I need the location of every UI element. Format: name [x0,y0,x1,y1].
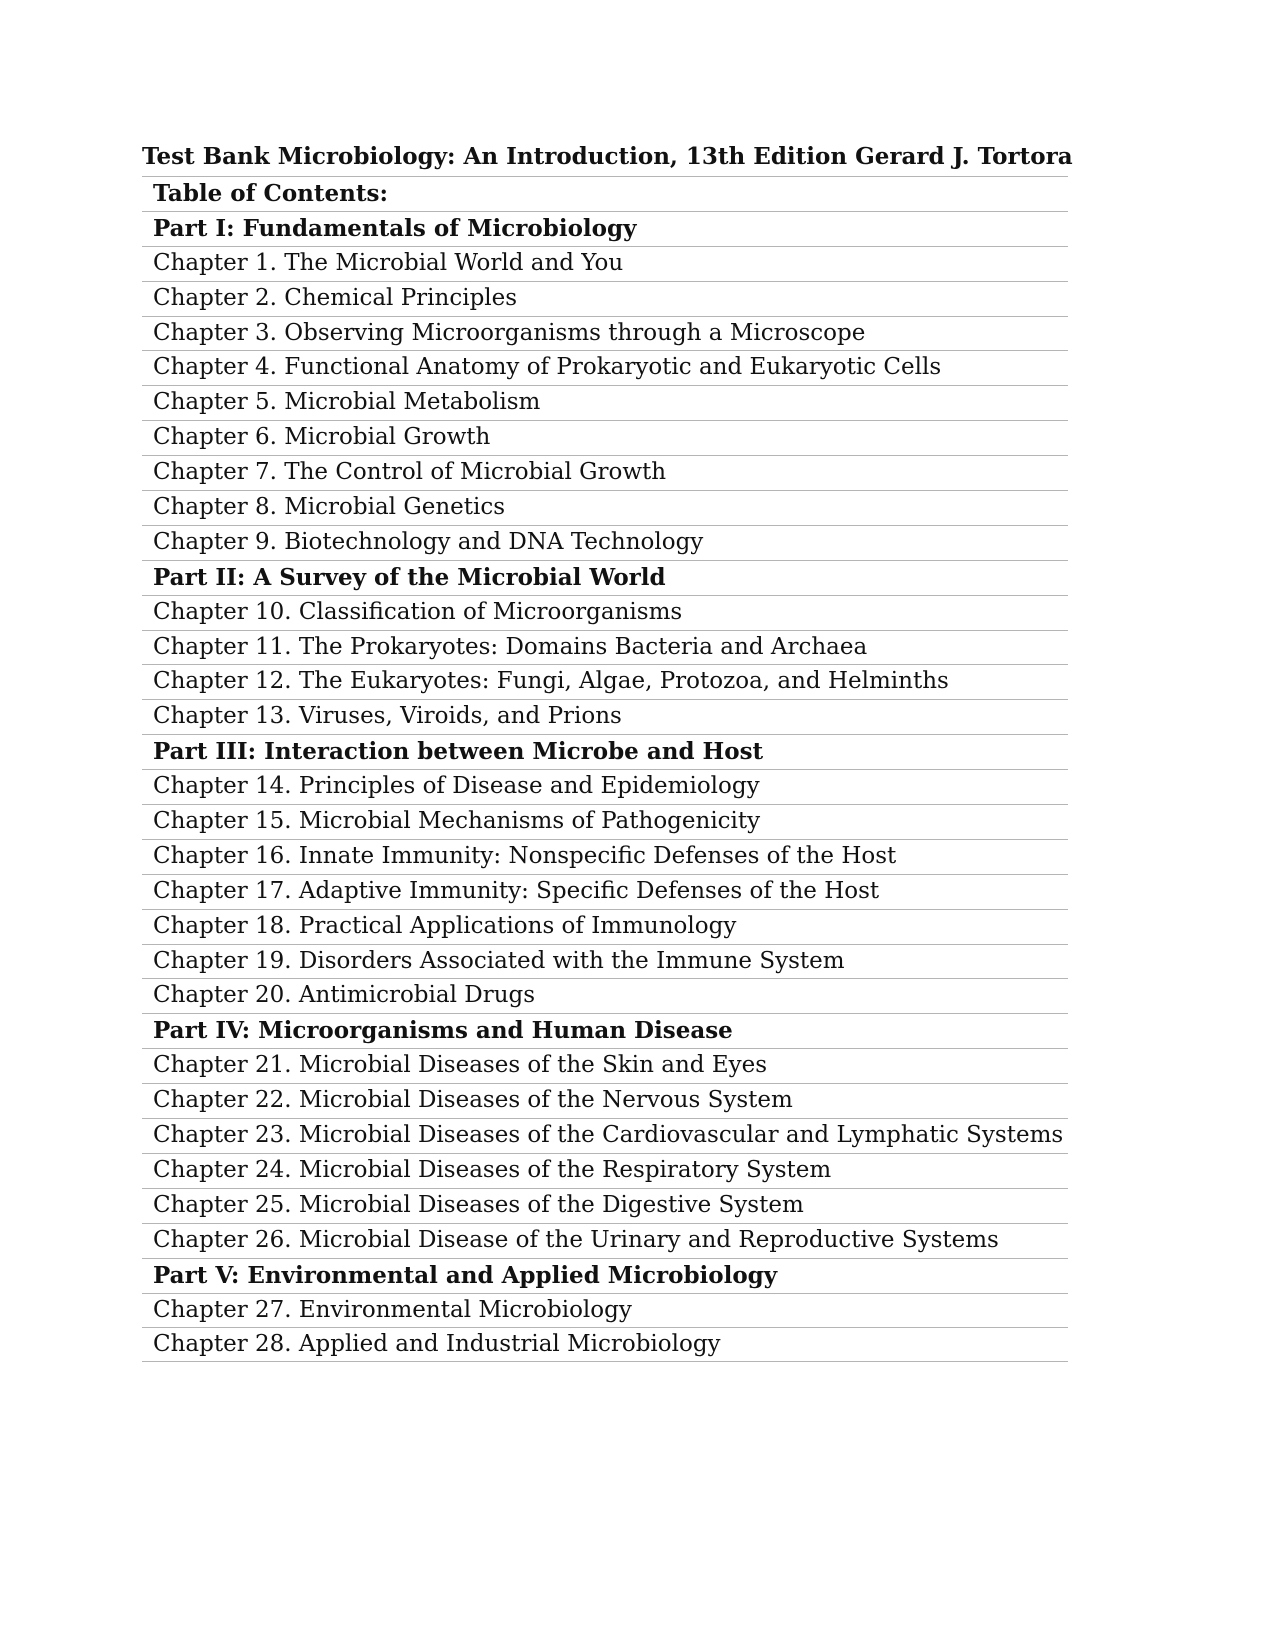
toc-section-heading: Part I: Fundamentals of Microbiology [142,211,1068,246]
toc-chapter-row: Chapter 2. Chemical Principles [142,281,1068,316]
toc-chapter-row: Chapter 4. Functional Anatomy of Prokaryotic and Eukaryotic Cells [142,350,1068,385]
toc-chapter-row: Chapter 14. Principles of Disease and Epidemiology [142,769,1068,804]
toc-chapter-row: Chapter 1. The Microbial World and You [142,246,1068,281]
toc-chapter-row: Chapter 26. Microbial Disease of the Urinary and Reproductive Systems [142,1223,1068,1258]
toc-chapter-row: Chapter 17. Adaptive Immunity: Specific Defenses of the Host [142,874,1068,909]
toc-chapter-row: Chapter 23. Microbial Diseases of the Cardiovascular and Lymphatic Systems [142,1118,1068,1153]
toc-chapter-row: Chapter 3. Observing Microorganisms through a Microscope [142,316,1068,351]
toc-section-heading: Part II: A Survey of the Microbial World [142,560,1068,595]
table-of-contents [142,176,1068,1362]
toc-chapter-row: Chapter 6. Microbial Growth [142,420,1068,455]
toc-chapter-row: Chapter 15. Microbial Mechanisms of Pathogenicity [142,804,1068,839]
toc-section-heading: Part III: Interaction between Microbe and Host [142,734,1068,769]
toc-chapter-row: Chapter 9. Biotechnology and DNA Technology [142,525,1068,560]
toc-section-heading: Part IV: Microorganisms and Human Disease [142,1013,1068,1048]
toc-chapter-row: Chapter 16. Innate Immunity: Nonspecific Defenses of the Host [142,839,1068,874]
toc-chapter-row: Chapter 12. The Eukaryotes: Fungi, Algae, Protozoa, and Helminths [142,664,1068,699]
toc-chapter-row: Chapter 18. Practical Applications of Immunology [142,909,1068,944]
toc-chapter-row: Chapter 25. Microbial Diseases of the Digestive System [142,1188,1068,1223]
toc-chapter-row: Chapter 27. Environmental Microbiology [142,1293,1068,1328]
toc-chapter-row: Chapter 11. The Prokaryotes: Domains Bacteria and Archaea [142,630,1068,665]
document-title: Test Bank Microbiology: An Introduction, 13th Edition Gerard J. Tortora [142,143,1073,170]
toc-chapter-row: Chapter 28. Applied and Industrial Microbiology [142,1327,1068,1362]
toc-chapter-row: Chapter 24. Microbial Diseases of the Respiratory System [142,1153,1068,1188]
toc-chapter-row: Chapter 20. Antimicrobial Drugs [142,978,1068,1013]
toc-chapter-row: Chapter 10. Classification of Microorganisms [142,595,1068,630]
toc-section-heading: Part V: Environmental and Applied Microbiology [142,1258,1068,1293]
toc-chapter-row: Chapter 22. Microbial Diseases of the Nervous System [142,1083,1068,1118]
toc-chapter-row: Chapter 21. Microbial Diseases of the Skin and Eyes [142,1048,1068,1083]
toc-chapter-row: Chapter 7. The Control of Microbial Growth [142,455,1068,490]
toc-section-heading: Table of Contents: [142,176,1068,211]
toc-chapter-row: Chapter 19. Disorders Associated with the Immune System [142,944,1068,979]
toc-chapter-row: Chapter 5. Microbial Metabolism [142,385,1068,420]
toc-chapter-row: Chapter 8. Microbial Genetics [142,490,1068,525]
toc-chapter-row: Chapter 13. Viruses, Viroids, and Prions [142,699,1068,734]
